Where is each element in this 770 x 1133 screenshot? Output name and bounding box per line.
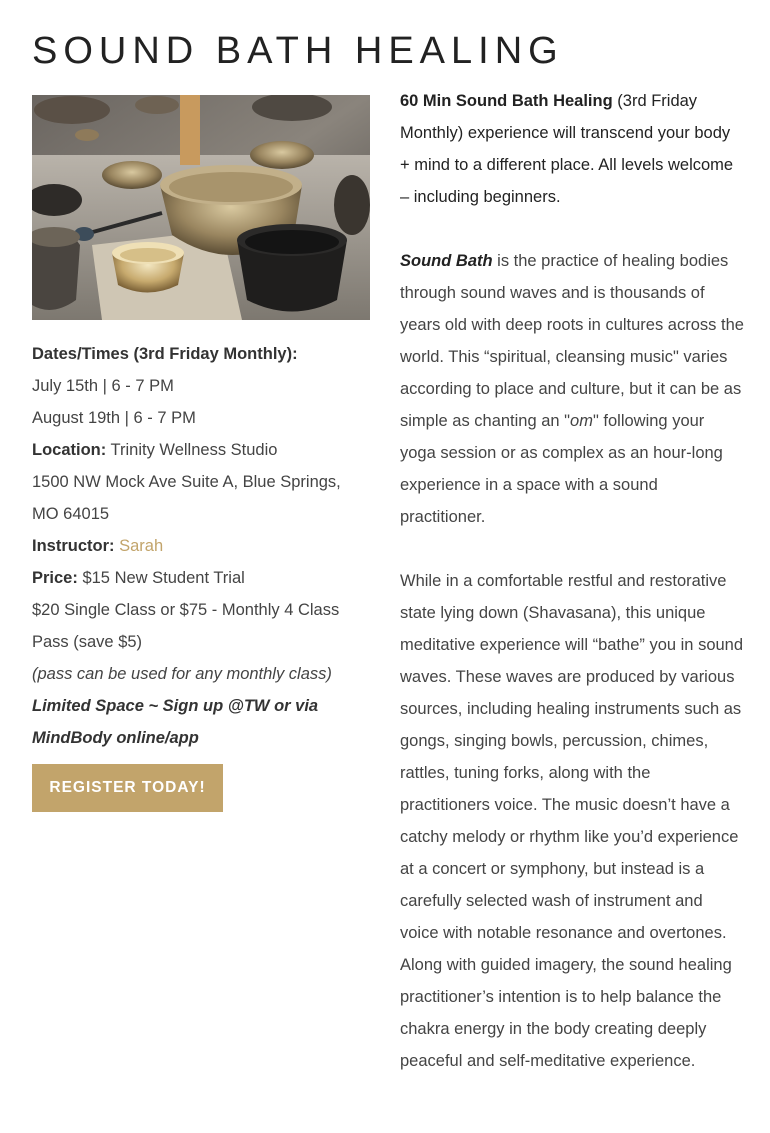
description-column — [400, 85, 744, 1109]
price-options: $20 Single Class or $75 - Monthly 4 Class Pass (save $5) — [32, 601, 340, 651]
location-line — [32, 434, 370, 466]
intro-text: (3rd Friday Monthly) experience will transcend your body + mind to a different place. All levels welcome – including beginners. — [400, 92, 734, 206]
address: 1500 NW Mock Ave Suite A, Blue Springs, MO 64015 — [32, 473, 341, 523]
sound-bath-text-end: " following your yoga session or as complex as an hour-long experience in a space with a sound practitioner. — [400, 412, 723, 526]
experience-paragraph: While in a comfortable restful and restorative state lying down (Shavasana), this unique meditative experience will “bathe” you in sound waves. These waves are produced by various sources, including healing instruments such as gongs, singing bowls, percussion, chimes, rattles, tuning forks, along with the practitioners voice. The music doesn’t have a catchy melody or rhythm like you’d experience at a concert or symphony, but instead is a carefully selected wash of instrument and voice with notable resonance and overtones. Along with guided imagery, the sound healing practitioner’s intention is to help balance the chakra energy in the body creating deeply peaceful and self-meditative experience. — [400, 572, 744, 1070]
event-details-column — [32, 95, 370, 812]
pass-note: (pass can be used for any monthly class) — [32, 665, 332, 683]
event-details — [32, 338, 370, 812]
instructor-link[interactable]: Sarah — [119, 537, 164, 555]
dates-heading: Dates/Times (3rd Friday Monthly): — [32, 345, 298, 363]
intro-paragraph — [400, 85, 744, 213]
sound-bath-text: is the practice of healing bodies through sound waves and is thousands of years old with deep roots in cultures across the world. This “spiritual, cleansing music" varies according to place and culture, but it can be as simple as chanting an " — [400, 252, 744, 430]
signup-note: Limited Space ~ Sign up @TW or via MindBody online/app — [32, 697, 319, 747]
location-value: Trinity Wellness Studio — [110, 441, 278, 459]
location-label: Location: — [32, 441, 107, 459]
page-title: SOUND BATH HEALING — [32, 30, 564, 72]
date-item: July 15th | 6 - 7 PM — [32, 377, 174, 395]
date-item: August 19th | 6 - 7 PM — [32, 409, 196, 427]
instructor-line — [32, 530, 370, 562]
instructor-label: Instructor: — [32, 537, 115, 555]
price-label: Price: — [32, 569, 78, 587]
price-line — [32, 562, 370, 594]
price-value: $15 New Student Trial — [82, 569, 245, 587]
singing-bowls-photo — [32, 95, 370, 320]
sound-bath-term: Sound Bath — [400, 252, 493, 270]
intro-bold: 60 Min Sound Bath Healing — [400, 92, 613, 110]
om-word: om — [570, 412, 593, 430]
register-button[interactable]: REGISTER TODAY! — [32, 764, 223, 812]
sound-bath-paragraph — [400, 245, 744, 533]
